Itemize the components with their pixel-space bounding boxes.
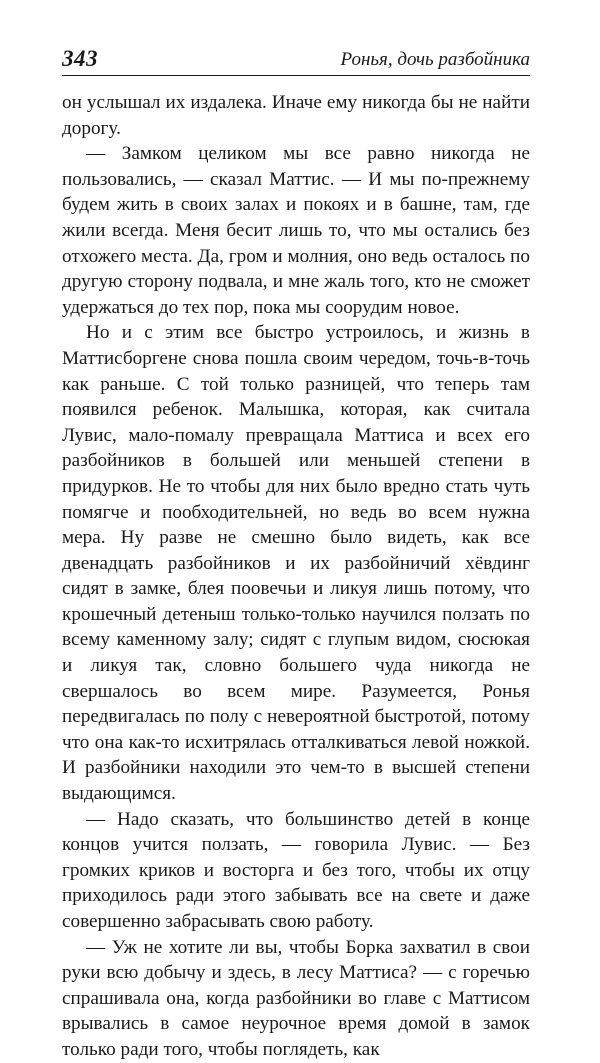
paragraph: — Уж не хотите ли вы, чтобы Борка захватил в свои руки всю добычу и здесь, в лесу Маттиса? — с горечью спрашивала она, когда разбойники во главе с Маттисом врывались в самое неурочное время домой в замок только ради того, чтобы поглядеть, как	[62, 936, 530, 1060]
paragraph: — Замком целиком мы все равно никогда не пользовались, — сказал Маттис. — И мы по-прежнему будем жить в своих залах и покоях и в башне, там, где жили всегда. Меня бесит лишь то, что мы остались без отхожего места. Да, гром и молния, оно ведь осталось по другую сторону подвала, и мне жаль того, кто не сможет удержаться до тех пор, пока мы соорудим новое.	[62, 143, 530, 318]
paragraph: он услышал их издалека. Иначе ему никогда бы не найти дорогу.	[62, 92, 530, 139]
running-title: Ронья, дочь разбойника	[340, 49, 530, 70]
page-number: 343	[62, 46, 98, 71]
page-header	[62, 44, 530, 78]
paragraph: — Надо сказать, что большинство детей в конце концов учится ползать, — говорила Лувис. — Без громких криков и восторга и без того, чтобы их отцу приходилось ради этого забывать все на свете и даже совершенно забрасывать свою работу.	[62, 808, 530, 932]
header-rule	[62, 75, 530, 76]
body-text	[62, 90, 530, 1063]
paragraph: Но и с этим все быстро устроилось, и жизнь в Маттисборгене снова пошла своим чередом, точь-в-точь как раньше. С той только разницей, что теперь там появился ребенок. Малышка, которая, как считала Лувис, мало-помалу превращала Маттиса и всех его разбойников в большей или меньшей степени в придурков. Не то чтобы для них было вредно стать чуть помягче и пообходительней, но ведь во всем нужна мера. Ну разве не смешно было видеть, как все двенадцать разбойников и их разбойничий хёвдинг сидят в замке, блея поовечьи и ликуя лишь потому, что крошечный детеныш только-только научился ползать по всему каменному залу; сидят с глупым видом, сюсюкая и ликуя так, словно большего чуда никогда не свершалось во всем мире. Разумеется, Ронья передвигалась по полу с невероятной быстротой, потому что она как-то исхитрялась отталкиваться левой ножкой. И разбойники находили это чем-то в высшей степени выдающимся.	[62, 322, 530, 805]
